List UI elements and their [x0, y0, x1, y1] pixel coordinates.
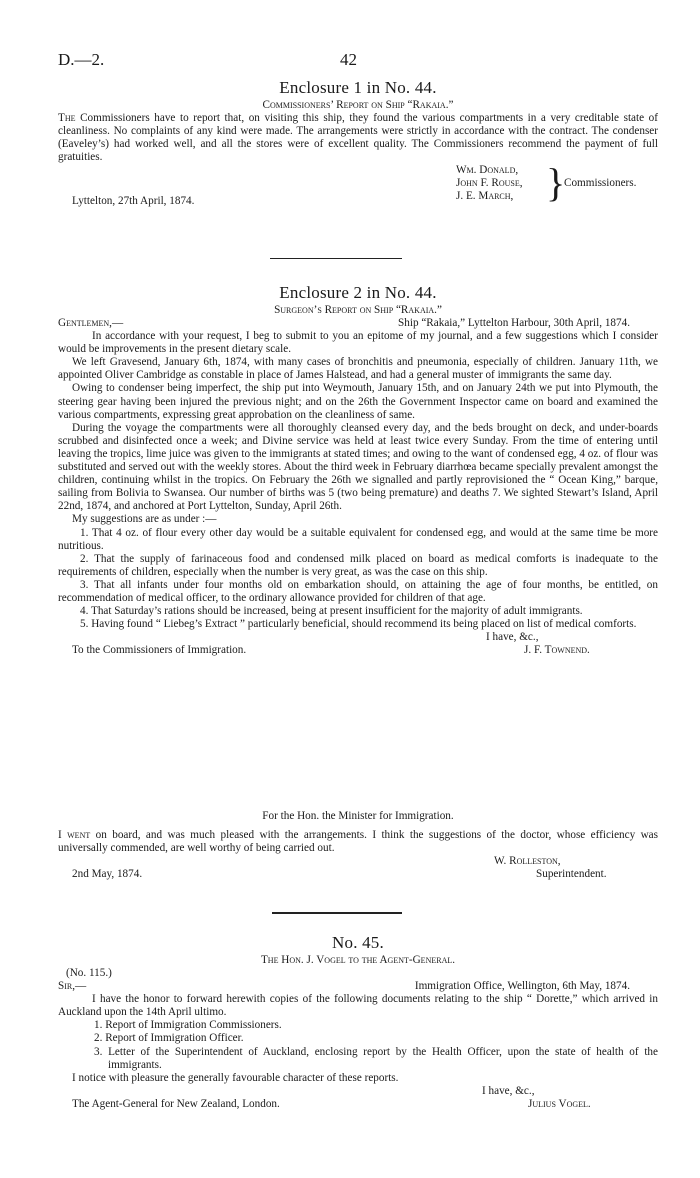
minute-role: Superintendent. — [536, 868, 607, 881]
page-number: 42 — [340, 50, 357, 69]
salutation: Gentlemen,— — [58, 317, 124, 329]
enclosure-1-title: Enclosure 1 in No. 44. — [279, 78, 437, 97]
paragraph-2: We left Gravesend, January 6th, 1874, with many cases of bronchitis and pneumonia, especially of children. January 11th, we appointed Oliver Cambridge as constable in place of James Halstead, and had a general muster of immigrants the same day. — [58, 356, 658, 382]
enclosure-1-place-date: Lyttelton, 27th April, 1874. — [72, 195, 195, 208]
no-45-letter — [58, 933, 658, 1111]
enclosure-2-letterhead — [58, 317, 658, 330]
suggestion-1: 1. That 4 oz. of flour every other day would be a suitable equivalent for condensed egg, and would at the same time be more nutritious. — [58, 526, 658, 552]
letter-address: Ship “Rakaia,” Lyttelton Harbour, 30th April, 1874. — [398, 317, 630, 329]
addressee: To the Commissioners of Immigration. — [72, 644, 247, 657]
paragraph-4: During the voyage the compartments were all thoroughly cleansed every day, and the beds brought on deck, and under-boards scrubbed and disinfected once a week; and Divine service was held at least twice every Sunday. From the time of entering until leaving the tropics, lime juice was given to the immigrants at stated times; and owing to the want of condensed egg, 4 oz. of flour was substituted and served out with the weekly stores. About the third week in February diarrhœa became specially prevalent amongst the children, continuing whilst in the tropics. On February the 26th we signalled and partly reprovisioned the “ Ocean King,” barque, sailing from Bolivia to Swansea. Our number of births was 5 (two being premature) and deaths 7. We sighted Stewart’s Island, April 22nd, 1874, and anchored at Port Lyttelton, Sunday, April 26th. — [58, 421, 658, 513]
enclosure-1-body — [58, 112, 658, 164]
no-45-subtitle: The Hon. J. Vogel to the Agent-General. — [260, 954, 456, 966]
suggestion-5: 5. Having found “ Liebeg’s Extract ” particularly beneficial, should recommend its being placed on list of medical comforts. — [80, 618, 637, 631]
minute-date: 2nd May, 1874. — [72, 868, 143, 881]
minute-role-row — [58, 868, 658, 881]
closing: I have, &c., — [486, 631, 539, 644]
no-45-closing: I have, &c., — [482, 1084, 535, 1097]
minute-lead: I went — [58, 829, 91, 842]
suggestion-2: 2. That the supply of farinaceous food and condensed milk placed on board as medical comforts is inadequate to the requirements of children, especially when the number is very great, as was the case on this ship. — [58, 552, 658, 578]
list-item: 1. Report of Immigration Commissioners. — [94, 1019, 282, 1032]
minute-signature: W. Rolleston, — [494, 855, 561, 868]
enclosure-1-lead: The — [58, 112, 76, 124]
signatory-2: John F. Rouse, — [456, 177, 523, 190]
minute-heading: For the Hon. the Minister for Immigration. — [262, 810, 454, 822]
list-item: 2. Report of Immigration Officer. — [94, 1032, 244, 1045]
list-item: 3. Letter of the Superintendent of Auckland, enclosing report by the Health Officer, upon the state of health of the immigrants. — [94, 1045, 658, 1071]
enclosure-1 — [58, 78, 658, 206]
enclosure-2-subtitle: Surgeon’s Report on Ship “Rakaia.” — [274, 304, 442, 316]
minister-minute — [58, 810, 658, 881]
no-45-notice: I notice with pleasure the generally favourable character of these reports. — [72, 1071, 399, 1084]
paragraph-1: In accordance with your request, I beg to submit to you an epitome of my journal, and a few suggestions which I consider would be improvements in the present dietary scale. — [58, 330, 658, 356]
no-45-sign-row — [58, 1098, 658, 1111]
brace-symbol: } — [546, 160, 566, 206]
suggestion-3: 3. That all infants under four months old on embarkation should, on attaining the age of four months, be entitled, on recommendation of medical officer, to the ordinary allowance provided for children of that age. — [58, 578, 658, 604]
no-45-signature: Julius Vogel. — [528, 1097, 591, 1110]
suggestion-4: 4. That Saturday’s rations should be increased, being at present insufficient for the majority of adult immigrants. — [80, 605, 583, 618]
signatory-3: J. E. March, — [456, 190, 514, 203]
minute-text: on board, and was much pleased with the arrangements. I think the suggestions of the doctor, whose efficiency was universally commended, are well worthy of being carried out. — [58, 829, 658, 855]
paragraph-5: My suggestions are as under :— — [72, 513, 217, 526]
no-45-intro: I have the honor to forward herewith copies of the following documents relating to the ship “ Dorette,” which arrived in Auckland upon the 14th April ultimo. — [58, 993, 658, 1019]
section-divider-thick — [272, 912, 402, 914]
no-45-title: No. 45. — [332, 933, 384, 952]
no-45-addressee: The Agent-General for New Zealand, London. — [72, 1097, 280, 1110]
no-45-closing-row — [58, 1085, 658, 1098]
enclosure-2-sign-row — [58, 644, 658, 657]
document-list — [58, 1019, 658, 1071]
paragraph-3: Owing to condenser being imperfect, the ship put into Weymouth, January 15th, and on January 24th we put into Plymouth, the steering gear having been injured the previous night; and on the 26th the Government Inspector came on board and examined the various compartments, expressing great approbation on the cleanliness of same. — [58, 382, 658, 421]
enclosure-2-title: Enclosure 2 in No. 44. — [279, 283, 437, 302]
minute-signature-row — [58, 855, 658, 868]
letter-reference: (No. 115.) — [66, 967, 112, 979]
enclosure-2 — [58, 283, 658, 657]
document-reference: D.—2. — [58, 50, 105, 69]
enclosure-2-closing-row — [58, 631, 658, 644]
no-45-letterhead — [58, 980, 658, 993]
enclosure-1-text: Commissioners have to report that, on visiting this ship, they found the various compartments in a very creditable state of cleanliness. No complaints of any kind were made. The arrangements were strictly in accordance with the contract. The condenser (Eaveley’s) had worked well, and all the stores were of excellent quality. The Commissioners recommend the payment of full gratuities. — [58, 112, 658, 164]
no-45-salutation: Sir,— — [58, 980, 87, 993]
signatory-1: Wm. Donald, — [456, 164, 519, 177]
section-divider — [270, 258, 402, 259]
minute-body — [58, 829, 658, 855]
no-45-address: Immigration Office, Wellington, 6th May, 1874. — [414, 980, 630, 993]
enclosure-1-signature-block — [58, 160, 658, 208]
enclosure-1-subtitle: Commissioners’ Report on Ship “Rakaia.” — [262, 99, 454, 111]
commissioners-role: Commissioners. — [564, 177, 637, 190]
surgeon-signature: J. F. Townend. — [524, 644, 590, 657]
